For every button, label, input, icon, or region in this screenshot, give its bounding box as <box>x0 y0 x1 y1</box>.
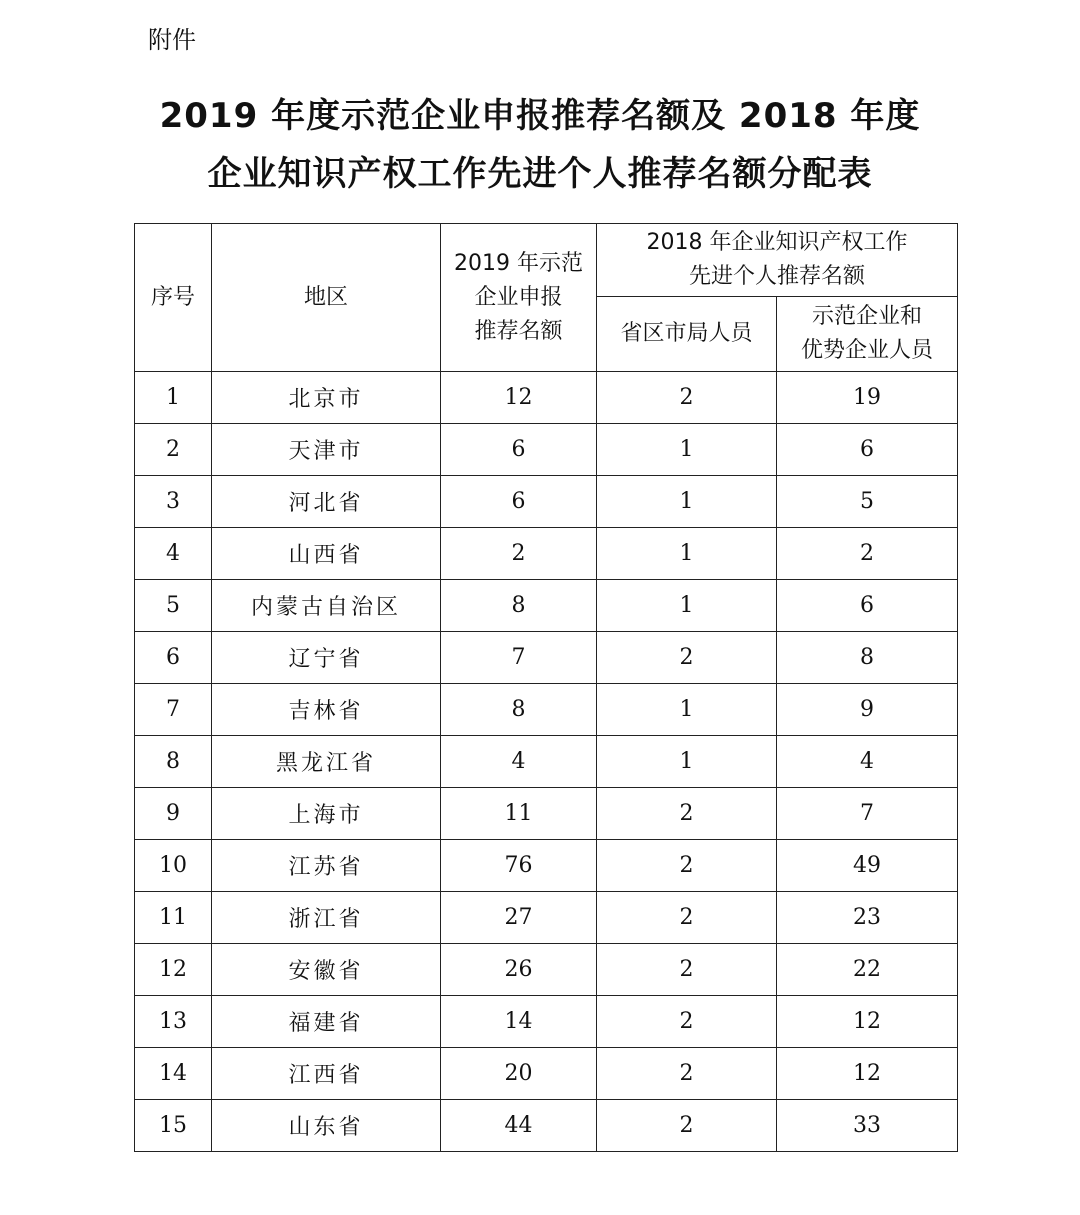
cell-seq: 2 <box>135 424 212 476</box>
cell-provincial-staff: 1 <box>597 736 777 788</box>
cell-seq: 9 <box>135 788 212 840</box>
cell-quota-2019: 8 <box>441 684 597 736</box>
table-row <box>135 996 958 1048</box>
table-row <box>135 476 958 528</box>
cell-region: 山西省 <box>212 528 441 580</box>
table-row <box>135 372 958 424</box>
cell-provincial-staff: 2 <box>597 372 777 424</box>
cell-provincial-staff: 1 <box>597 684 777 736</box>
cell-quota-2019: 27 <box>441 892 597 944</box>
cell-seq: 6 <box>135 632 212 684</box>
table-row <box>135 1100 958 1152</box>
cell-region: 安徽省 <box>212 944 441 996</box>
header-enterprise-staff-line: 优势企业人员 <box>801 338 934 363</box>
cell-provincial-staff: 2 <box>597 892 777 944</box>
cell-region: 福建省 <box>212 996 441 1048</box>
table-row <box>135 528 958 580</box>
cell-region: 上海市 <box>212 788 441 840</box>
cell-seq: 4 <box>135 528 212 580</box>
header-region: 地区 <box>212 224 441 372</box>
cell-region: 浙江省 <box>212 892 441 944</box>
header-seq: 序号 <box>135 224 212 372</box>
cell-provincial-staff: 1 <box>597 580 777 632</box>
cell-enterprise-staff: 9 <box>777 684 958 736</box>
table-body <box>135 372 958 1152</box>
cell-enterprise-staff: 6 <box>777 424 958 476</box>
table-row <box>135 580 958 632</box>
header-quota-2019-line: 企业申报 <box>474 284 563 310</box>
cell-provincial-staff: 2 <box>597 788 777 840</box>
cell-region: 内蒙古自治区 <box>212 580 441 632</box>
header-quota-2019-line: 2019 年示范 <box>454 250 583 276</box>
cell-provincial-staff: 1 <box>597 528 777 580</box>
cell-quota-2019: 11 <box>441 788 597 840</box>
table-row <box>135 840 958 892</box>
cell-provincial-staff: 2 <box>597 1100 777 1152</box>
cell-enterprise-staff: 2 <box>777 528 958 580</box>
cell-region: 江西省 <box>212 1048 441 1100</box>
cell-seq: 13 <box>135 996 212 1048</box>
document-title-line-2: 企业知识产权工作先进个人推荐名额分配表 <box>207 154 873 194</box>
cell-enterprise-staff: 8 <box>777 632 958 684</box>
table-row <box>135 788 958 840</box>
cell-enterprise-staff: 49 <box>777 840 958 892</box>
cell-seq: 3 <box>135 476 212 528</box>
attachment-label: 附件 <box>148 26 196 54</box>
cell-seq: 1 <box>135 372 212 424</box>
cell-enterprise-staff: 19 <box>777 372 958 424</box>
cell-seq: 12 <box>135 944 212 996</box>
cell-quota-2019: 2 <box>441 528 597 580</box>
cell-provincial-staff: 1 <box>597 424 777 476</box>
cell-enterprise-staff: 23 <box>777 892 958 944</box>
cell-quota-2019: 76 <box>441 840 597 892</box>
table-row <box>135 632 958 684</box>
cell-region: 吉林省 <box>212 684 441 736</box>
cell-enterprise-staff: 12 <box>777 996 958 1048</box>
cell-quota-2019: 7 <box>441 632 597 684</box>
header-provincial-staff: 省区市局人员 <box>597 297 777 372</box>
header-quota-2019 <box>441 224 597 372</box>
cell-region: 北京市 <box>212 372 441 424</box>
document-title-line-1: 2019 年度示范企业申报推荐名额及 2018 年度 <box>159 96 921 136</box>
table-row <box>135 424 958 476</box>
cell-region: 山东省 <box>212 1100 441 1152</box>
cell-provincial-staff: 2 <box>597 632 777 684</box>
header-group-2018-line: 先进个人推荐名额 <box>689 264 866 289</box>
cell-enterprise-staff: 22 <box>777 944 958 996</box>
cell-provincial-staff: 2 <box>597 1048 777 1100</box>
cell-quota-2019: 6 <box>441 424 597 476</box>
table-row <box>135 684 958 736</box>
cell-provincial-staff: 2 <box>597 996 777 1048</box>
cell-region: 黑龙江省 <box>212 736 441 788</box>
table-row <box>135 736 958 788</box>
cell-quota-2019: 44 <box>441 1100 597 1152</box>
cell-provincial-staff: 2 <box>597 840 777 892</box>
cell-seq: 8 <box>135 736 212 788</box>
cell-quota-2019: 4 <box>441 736 597 788</box>
cell-quota-2019: 20 <box>441 1048 597 1100</box>
cell-seq: 14 <box>135 1048 212 1100</box>
cell-enterprise-staff: 5 <box>777 476 958 528</box>
cell-enterprise-staff: 12 <box>777 1048 958 1100</box>
cell-enterprise-staff: 7 <box>777 788 958 840</box>
cell-seq: 7 <box>135 684 212 736</box>
cell-region: 辽宁省 <box>212 632 441 684</box>
cell-quota-2019: 8 <box>441 580 597 632</box>
cell-region: 天津市 <box>212 424 441 476</box>
cell-enterprise-staff: 4 <box>777 736 958 788</box>
table-row <box>135 892 958 944</box>
table-row <box>135 944 958 996</box>
cell-provincial-staff: 1 <box>597 476 777 528</box>
cell-region: 河北省 <box>212 476 441 528</box>
cell-seq: 15 <box>135 1100 212 1152</box>
header-enterprise-staff-line: 示范企业和 <box>812 304 923 329</box>
cell-quota-2019: 26 <box>441 944 597 996</box>
header-quota-2019-line: 推荐名额 <box>474 318 563 344</box>
cell-quota-2019: 12 <box>441 372 597 424</box>
header-group-2018-line: 2018 年企业知识产权工作 <box>646 230 908 255</box>
cell-enterprise-staff: 33 <box>777 1100 958 1152</box>
header-group-2018 <box>597 224 958 297</box>
table-row <box>135 1048 958 1100</box>
cell-enterprise-staff: 6 <box>777 580 958 632</box>
cell-seq: 5 <box>135 580 212 632</box>
cell-quota-2019: 14 <box>441 996 597 1048</box>
cell-quota-2019: 6 <box>441 476 597 528</box>
cell-seq: 11 <box>135 892 212 944</box>
cell-region: 江苏省 <box>212 840 441 892</box>
quota-allocation-table <box>134 223 958 1152</box>
cell-seq: 10 <box>135 840 212 892</box>
cell-provincial-staff: 2 <box>597 944 777 996</box>
header-enterprise-staff <box>777 297 958 372</box>
